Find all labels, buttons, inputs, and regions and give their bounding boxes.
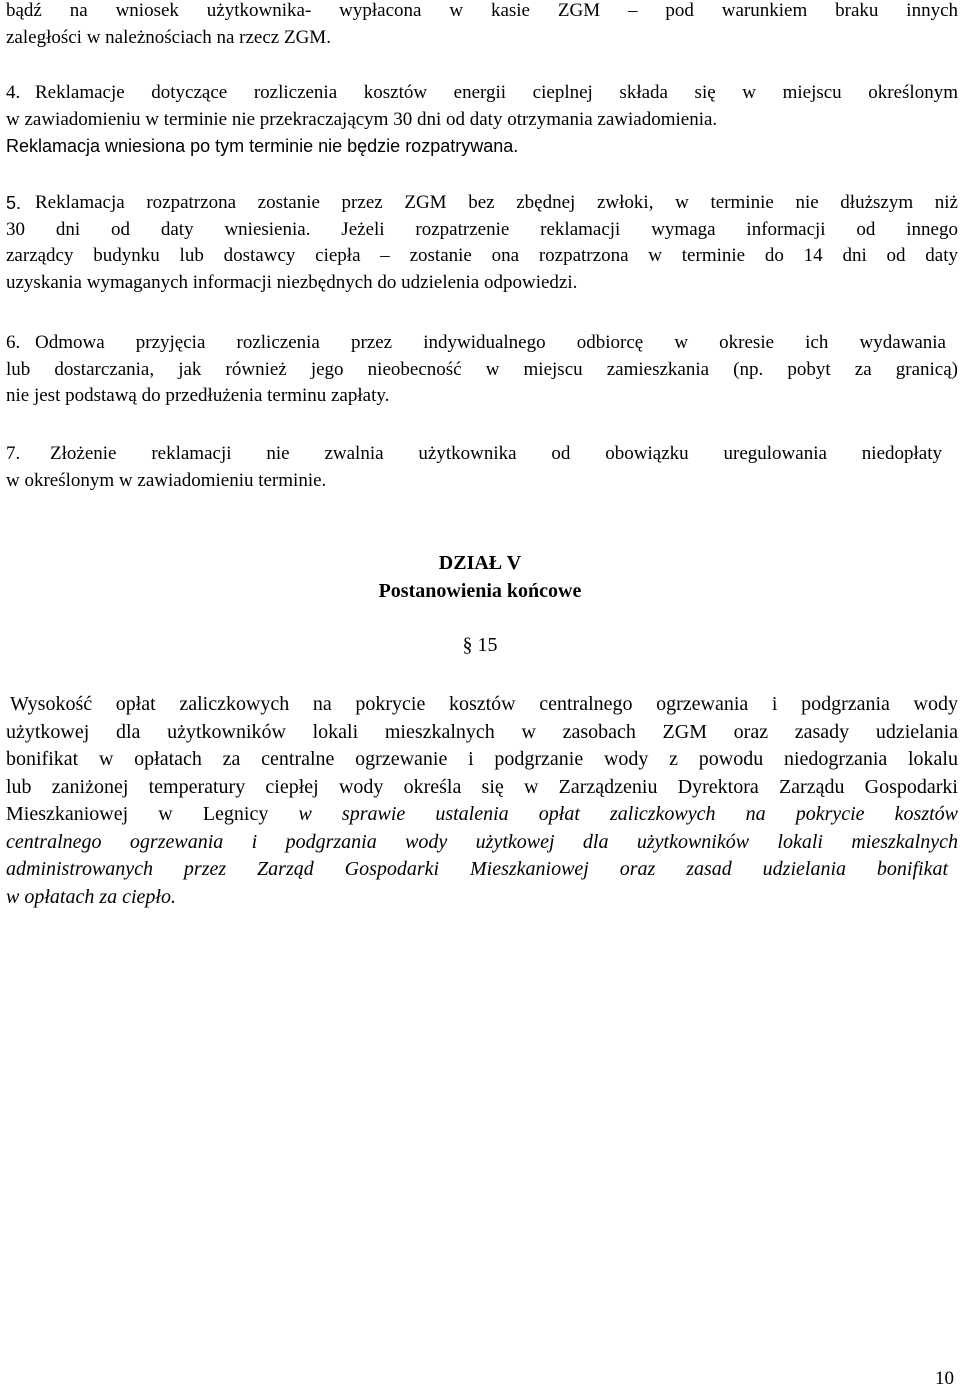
item-line: 30 dni od daty wniesienia. Jeżeli rozpatrzenie reklamacji wymaga informacji od innego <box>6 218 958 240</box>
intro-line: bądź na wniosek użytkownika- wypłacona w kasie ZGM – pod warunkiem braku innych <box>6 0 958 21</box>
section-heading: DZIAŁ V <box>438 552 522 574</box>
paragraph-line-italic: centralnego ogrzewania i podgrzania wody użytkowej dla użytkowników lokali mieszkalnych <box>6 830 958 853</box>
list-item-4 <box>6 80 958 160</box>
paragraph-line: użytkowej dla użytkowników lokali mieszkalnych w zasobach ZGM oraz zasady udzielania <box>6 720 958 743</box>
item-line: nie jest podstawą do przedłużenia terminu zapłaty. <box>6 385 390 406</box>
item-line: lub dostarczania, jak również jego nieobecność w miejscu zamieszkania (np. pobyt za granicą) <box>6 358 958 380</box>
page-number: 10 <box>935 1368 954 1389</box>
item-line: Złożenie reklamacji nie zwalnia użytkownika od obowiązku uregulowania niedopłaty <box>50 443 942 464</box>
item-line: Odmowa przyjęcia rozliczenia przez indywidualnego odbiorcę w okresie ich wydawania <box>35 332 946 353</box>
list-item-6 <box>6 330 958 410</box>
paragraph-line: Wysokość opłat zaliczkowych na pokrycie kosztów centralnego ogrzewania i podgrzania wody <box>10 693 958 715</box>
paragraph-line <box>6 801 958 829</box>
item-number: 4. <box>6 82 21 103</box>
paragraph-line-plain: Mieszkaniowej w Legnicy <box>6 803 269 825</box>
item-line: zarządcy budynku lub dostawcy ciepła – zostanie ona rozpatrzona w terminie do 14 dni od daty <box>6 245 958 266</box>
item-line: uzyskania wymaganych informacji niezbędnych do udzielenia odpowiedzi. <box>6 271 578 293</box>
section-subheading: Postanowienia końcowe <box>378 580 582 602</box>
item-number: 6. <box>6 332 21 353</box>
paragraph-line: lub zaniżonej temperatury ciepłej wody określa się w Zarządzeniu Dyrektora Zarządu Gospodarki <box>6 775 958 798</box>
intro-paragraph <box>6 0 958 51</box>
list-item-5 <box>6 190 958 296</box>
item-line: Reklamacja rozpatrzona zostanie przez ZGM bez zbędnej zwłoki, w terminie nie dłuższym niż <box>35 192 958 213</box>
paragraph-15 <box>6 691 958 911</box>
paragraph-line-italic: w opłatach za ciepło. <box>6 885 176 908</box>
item-number: 5. <box>6 193 22 213</box>
paragraph-line: bonifikat w opłatach za centralne ogrzewanie i podgrzanie wody z powodu niedogrzania lokalu <box>6 748 958 770</box>
item-line: Reklamacja wniesiona po tym terminie nie będzie rozpatrywana. <box>6 136 519 156</box>
item-line: Reklamacje dotyczące rozliczenia kosztów energii cieplnej składa się w miejscu określonym <box>35 82 958 103</box>
list-item-7 <box>6 441 958 494</box>
paragraph-line-italic: administrowanych przez Zarząd Gospodarki Mieszkaniowej oraz zasad udzielania bonifikat <box>6 858 948 880</box>
paragraph-symbol: § 15 <box>462 634 498 656</box>
paragraph-line-italic: w sprawie ustalenia opłat zaliczkowych na pokrycie kosztów <box>298 803 958 825</box>
item-number: 7. <box>6 443 21 464</box>
intro-line: zaległości w należnościach na rzecz ZGM. <box>6 26 331 48</box>
item-line: w zawiadomieniu w terminie nie przekraczającym 30 dni od daty otrzymania zawiadomienia. <box>6 108 718 130</box>
item-line: w określonym w zawiadomieniu terminie. <box>6 469 327 491</box>
